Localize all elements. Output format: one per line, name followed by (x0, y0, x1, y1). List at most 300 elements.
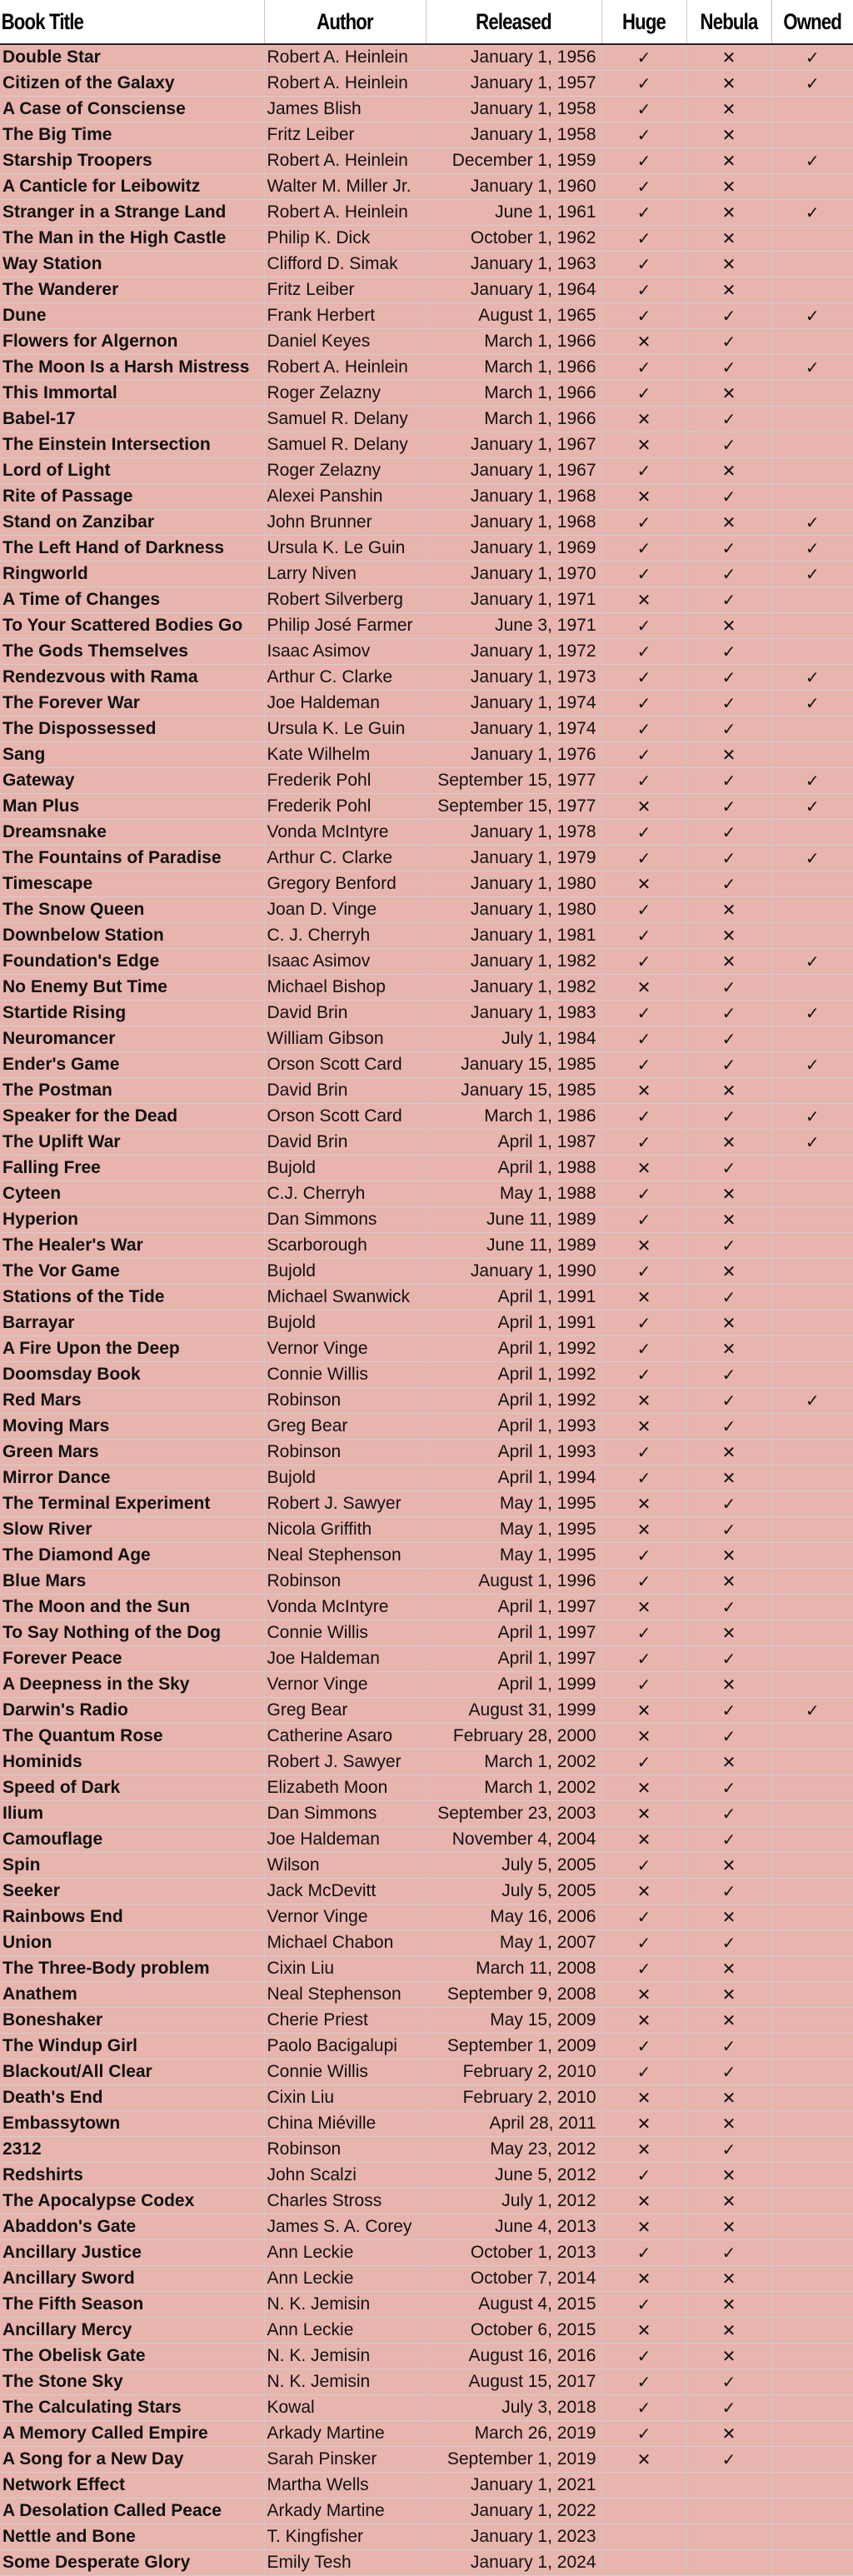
owned-mark-cell[interactable] (771, 329, 853, 355)
author-cell[interactable]: Neal Stephenson (264, 1543, 426, 1569)
owned-mark-cell[interactable] (771, 1491, 853, 1517)
hugo-mark-cell[interactable]: ✓ (601, 897, 686, 923)
nebula-mark-cell[interactable]: ✓ (686, 2447, 771, 2473)
nebula-mark-cell[interactable]: ✕ (686, 1956, 771, 1982)
hugo-mark-cell[interactable]: ✓ (601, 2059, 686, 2085)
hugo-mark-cell[interactable]: ✓ (601, 122, 686, 148)
table-row[interactable] (0, 1130, 853, 1156)
author-cell[interactable]: N. K. Jemisin (264, 2292, 426, 2318)
hugo-mark-cell[interactable]: ✓ (601, 1001, 686, 1026)
owned-mark-cell[interactable] (771, 2008, 853, 2034)
owned-mark-cell[interactable] (771, 2111, 853, 2137)
table-row[interactable] (0, 1156, 853, 1181)
author-cell[interactable]: Greg Bear (264, 1414, 426, 1440)
hugo-mark-cell[interactable] (601, 2473, 686, 2499)
table-row[interactable] (0, 484, 853, 510)
author-cell[interactable]: Joe Haldeman (264, 691, 426, 716)
hugo-mark-cell[interactable]: ✓ (601, 1930, 686, 1956)
released-date-cell[interactable]: January 1, 2022 (426, 2499, 601, 2524)
hugo-mark-cell[interactable]: ✓ (601, 2163, 686, 2189)
book-title-cell[interactable]: Some Desperate Glory (0, 2550, 264, 2576)
nebula-mark-cell[interactable]: ✕ (686, 97, 771, 122)
table-row[interactable] (0, 277, 853, 303)
author-cell[interactable]: Vonda McIntyre (264, 820, 426, 846)
book-title-cell[interactable]: The Snow Queen (0, 897, 264, 923)
owned-mark-cell[interactable] (771, 1905, 853, 1930)
owned-mark-cell[interactable] (771, 1672, 853, 1698)
table-row[interactable] (0, 1646, 853, 1672)
nebula-mark-cell[interactable]: ✕ (686, 226, 771, 252)
released-date-cell[interactable]: April 1, 1992 (426, 1362, 601, 1388)
nebula-mark-cell[interactable] (686, 2524, 771, 2550)
released-date-cell[interactable]: April 28, 2011 (426, 2111, 601, 2137)
nebula-mark-cell[interactable]: ✓ (686, 1724, 771, 1750)
table-row[interactable] (0, 1750, 853, 1775)
nebula-mark-cell[interactable]: ✕ (686, 510, 771, 536)
hugo-mark-cell[interactable]: ✕ (601, 1414, 686, 1440)
owned-mark-cell[interactable] (771, 1801, 853, 1827)
owned-mark-cell[interactable]: ✓ (771, 355, 853, 381)
book-title-cell[interactable]: Neuromancer (0, 1026, 264, 1052)
released-date-cell[interactable]: April 1, 1992 (426, 1388, 601, 1414)
book-title-cell[interactable]: Ancillary Mercy (0, 2318, 264, 2344)
owned-mark-cell[interactable] (771, 2163, 853, 2189)
table-row[interactable] (0, 2189, 853, 2214)
book-title-cell[interactable]: Ancillary Sword (0, 2266, 264, 2292)
owned-mark-cell[interactable]: ✓ (771, 1130, 853, 1156)
author-cell[interactable]: Emily Tesh (264, 2550, 426, 2576)
owned-mark-cell[interactable] (771, 1620, 853, 1646)
owned-mark-cell[interactable] (771, 1078, 853, 1104)
hugo-mark-cell[interactable]: ✕ (601, 871, 686, 897)
book-title-cell[interactable]: Rite of Passage (0, 484, 264, 510)
column-header-nebula[interactable]: Nebula (694, 0, 764, 44)
nebula-mark-cell[interactable]: ✓ (686, 1698, 771, 1724)
hugo-mark-cell[interactable]: ✓ (601, 1569, 686, 1595)
book-title-cell[interactable]: Double Star (0, 44, 264, 71)
released-date-cell[interactable]: January 1, 1990 (426, 1259, 601, 1285)
book-title-cell[interactable]: The Wanderer (0, 277, 264, 303)
table-row[interactable] (0, 716, 853, 742)
released-date-cell[interactable]: January 1, 2021 (426, 2473, 601, 2499)
book-title-cell[interactable]: The Forever War (0, 691, 264, 716)
author-cell[interactable]: Michael Swanwick (264, 1285, 426, 1310)
book-title-cell[interactable]: Falling Free (0, 1156, 264, 1181)
author-cell[interactable]: Martha Wells (264, 2473, 426, 2499)
released-date-cell[interactable]: April 1, 1997 (426, 1595, 601, 1620)
table-row[interactable] (0, 536, 853, 562)
nebula-mark-cell[interactable]: ✓ (686, 1775, 771, 1801)
author-cell[interactable]: Michael Chabon (264, 1930, 426, 1956)
hugo-mark-cell[interactable]: ✕ (601, 1879, 686, 1905)
owned-mark-cell[interactable] (771, 820, 853, 846)
nebula-mark-cell[interactable] (686, 2473, 771, 2499)
book-title-cell[interactable]: Ancillary Justice (0, 2240, 264, 2266)
hugo-mark-cell[interactable]: ✓ (601, 742, 686, 768)
owned-mark-cell[interactable] (771, 122, 853, 148)
hugo-mark-cell[interactable]: ✓ (601, 536, 686, 562)
book-title-cell[interactable]: The Big Time (0, 122, 264, 148)
author-cell[interactable]: Bujold (264, 1156, 426, 1181)
book-title-cell[interactable]: The Uplift War (0, 1130, 264, 1156)
nebula-mark-cell[interactable]: ✕ (686, 1543, 771, 1569)
released-date-cell[interactable]: March 11, 2008 (426, 1956, 601, 1982)
table-row[interactable] (0, 329, 853, 355)
author-cell[interactable]: C.J. Cherryh (264, 1181, 426, 1207)
owned-mark-cell[interactable]: ✓ (771, 510, 853, 536)
released-date-cell[interactable]: April 1, 1999 (426, 1672, 601, 1698)
author-cell[interactable]: Frederik Pohl (264, 794, 426, 820)
table-row[interactable] (0, 432, 853, 458)
hugo-mark-cell[interactable]: ✓ (601, 1362, 686, 1388)
author-cell[interactable]: Fritz Leiber (264, 122, 426, 148)
owned-mark-cell[interactable] (771, 2085, 853, 2111)
hugo-mark-cell[interactable]: ✓ (601, 665, 686, 691)
released-date-cell[interactable]: January 1, 1973 (426, 665, 601, 691)
book-title-cell[interactable]: The Healer's War (0, 1233, 264, 1259)
nebula-mark-cell[interactable]: ✕ (686, 2008, 771, 2034)
author-cell[interactable]: Robinson (264, 2137, 426, 2163)
book-title-cell[interactable]: A Fire Upon the Deep (0, 1336, 264, 1362)
released-date-cell[interactable]: March 1, 1966 (426, 407, 601, 432)
hugo-mark-cell[interactable]: ✓ (601, 949, 686, 975)
author-cell[interactable]: Philip José Farmer (264, 613, 426, 639)
book-title-cell[interactable]: The Quantum Rose (0, 1724, 264, 1750)
book-title-cell[interactable]: Ilium (0, 1801, 264, 1827)
book-title-cell[interactable]: Downbelow Station (0, 923, 264, 949)
book-title-cell[interactable]: Green Mars (0, 1440, 264, 1465)
author-cell[interactable]: N. K. Jemisin (264, 2369, 426, 2395)
table-row[interactable] (0, 510, 853, 536)
hugo-mark-cell[interactable]: ✓ (601, 1052, 686, 1078)
book-title-cell[interactable]: The Dispossessed (0, 716, 264, 742)
released-date-cell[interactable]: January 15, 1985 (426, 1078, 601, 1104)
released-date-cell[interactable]: April 1, 1997 (426, 1646, 601, 1672)
owned-mark-cell[interactable] (771, 2499, 853, 2524)
owned-mark-cell[interactable] (771, 2473, 853, 2499)
released-date-cell[interactable]: January 1, 1968 (426, 484, 601, 510)
nebula-mark-cell[interactable]: ✓ (686, 1104, 771, 1130)
released-date-cell[interactable]: May 16, 2006 (426, 1905, 601, 1930)
author-cell[interactable]: Arthur C. Clarke (264, 846, 426, 871)
owned-mark-cell[interactable] (771, 97, 853, 122)
table-row[interactable] (0, 1853, 853, 1879)
author-cell[interactable]: Robert Silverberg (264, 587, 426, 613)
table-row[interactable] (0, 2318, 853, 2344)
hugo-mark-cell[interactable]: ✓ (601, 148, 686, 174)
author-cell[interactable]: Sarah Pinsker (264, 2447, 426, 2473)
released-date-cell[interactable]: January 1, 1978 (426, 820, 601, 846)
owned-mark-cell[interactable] (771, 2266, 853, 2292)
nebula-mark-cell[interactable]: ✕ (686, 2189, 771, 2214)
released-date-cell[interactable]: January 1, 1958 (426, 97, 601, 122)
released-date-cell[interactable]: January 1, 1970 (426, 562, 601, 587)
table-row[interactable] (0, 1698, 853, 1724)
released-date-cell[interactable]: August 4, 2015 (426, 2292, 601, 2318)
released-date-cell[interactable]: May 23, 2012 (426, 2137, 601, 2163)
table-row[interactable] (0, 2163, 853, 2189)
table-row[interactable] (0, 1620, 853, 1646)
hugo-mark-cell[interactable]: ✕ (601, 1801, 686, 1827)
released-date-cell[interactable]: June 4, 2013 (426, 2214, 601, 2240)
author-cell[interactable]: Kate Wilhelm (264, 742, 426, 768)
author-cell[interactable]: Samuel R. Delany (264, 432, 426, 458)
hugo-mark-cell[interactable]: ✓ (601, 1207, 686, 1233)
book-title-cell[interactable]: To Say Nothing of the Dog (0, 1620, 264, 1646)
released-date-cell[interactable]: January 1, 2023 (426, 2524, 601, 2550)
hugo-mark-cell[interactable]: ✓ (601, 303, 686, 329)
hugo-mark-cell[interactable]: ✕ (601, 1491, 686, 1517)
nebula-mark-cell[interactable]: ✕ (686, 44, 771, 71)
author-cell[interactable]: Joe Haldeman (264, 1827, 426, 1853)
hugo-mark-cell[interactable]: ✓ (601, 2292, 686, 2318)
book-title-cell[interactable]: A Deepness in the Sky (0, 1672, 264, 1698)
table-row[interactable] (0, 1827, 853, 1853)
author-cell[interactable]: Nicola Griffith (264, 1517, 426, 1543)
hugo-mark-cell[interactable] (601, 2550, 686, 2576)
table-row[interactable] (0, 562, 853, 587)
owned-mark-cell[interactable] (771, 252, 853, 277)
book-title-cell[interactable]: Blue Mars (0, 1569, 264, 1595)
nebula-mark-cell[interactable]: ✕ (686, 1672, 771, 1698)
book-title-cell[interactable]: Forever Peace (0, 1646, 264, 1672)
book-title-cell[interactable]: Seeker (0, 1879, 264, 1905)
nebula-mark-cell[interactable]: ✕ (686, 148, 771, 174)
hugo-mark-cell[interactable]: ✓ (601, 252, 686, 277)
released-date-cell[interactable]: March 1, 2002 (426, 1750, 601, 1775)
released-date-cell[interactable]: January 1, 1982 (426, 975, 601, 1001)
book-title-cell[interactable]: Stations of the Tide (0, 1285, 264, 1310)
author-cell[interactable]: Cherie Priest (264, 2008, 426, 2034)
owned-mark-cell[interactable] (771, 1336, 853, 1362)
column-header-hugo[interactable]: Huge (609, 0, 679, 44)
table-row[interactable] (0, 2447, 853, 2473)
released-date-cell[interactable]: October 7, 2014 (426, 2266, 601, 2292)
owned-mark-cell[interactable] (771, 1259, 853, 1285)
nebula-mark-cell[interactable]: ✕ (686, 1130, 771, 1156)
hugo-mark-cell[interactable]: ✓ (601, 355, 686, 381)
author-cell[interactable]: Robinson (264, 1440, 426, 1465)
book-title-cell[interactable]: Barrayar (0, 1310, 264, 1336)
released-date-cell[interactable]: January 1, 1964 (426, 277, 601, 303)
table-row[interactable] (0, 2266, 853, 2292)
table-row[interactable] (0, 691, 853, 716)
table-row[interactable] (0, 2524, 853, 2550)
hugo-mark-cell[interactable]: ✓ (601, 1853, 686, 1879)
book-title-cell[interactable]: Stand on Zanzibar (0, 510, 264, 536)
released-date-cell[interactable]: November 4, 2004 (426, 1827, 601, 1853)
nebula-mark-cell[interactable]: ✓ (686, 716, 771, 742)
released-date-cell[interactable]: April 1, 1994 (426, 1465, 601, 1491)
owned-mark-cell[interactable] (771, 2369, 853, 2395)
released-date-cell[interactable]: October 6, 2015 (426, 2318, 601, 2344)
nebula-mark-cell[interactable]: ✓ (686, 407, 771, 432)
book-title-cell[interactable]: The Obelisk Gate (0, 2344, 264, 2369)
table-row[interactable] (0, 2085, 853, 2111)
released-date-cell[interactable]: June 1, 1961 (426, 200, 601, 226)
hugo-mark-cell[interactable]: ✕ (601, 2318, 686, 2344)
nebula-mark-cell[interactable]: ✓ (686, 794, 771, 820)
book-title-cell[interactable]: Redshirts (0, 2163, 264, 2189)
book-title-cell[interactable]: Moving Mars (0, 1414, 264, 1440)
released-date-cell[interactable]: January 1, 1981 (426, 923, 601, 949)
owned-mark-cell[interactable] (771, 2550, 853, 2576)
hugo-mark-cell[interactable]: ✓ (601, 2421, 686, 2447)
book-title-cell[interactable]: The Windup Girl (0, 2034, 264, 2059)
released-date-cell[interactable]: January 1, 1972 (426, 639, 601, 665)
owned-mark-cell[interactable] (771, 1930, 853, 1956)
table-row[interactable] (0, 1491, 853, 1517)
owned-mark-cell[interactable] (771, 1440, 853, 1465)
released-date-cell[interactable]: April 1, 1997 (426, 1620, 601, 1646)
owned-mark-cell[interactable] (771, 2292, 853, 2318)
owned-mark-cell[interactable]: ✓ (771, 148, 853, 174)
nebula-mark-cell[interactable]: ✓ (686, 1930, 771, 1956)
table-row[interactable] (0, 1982, 853, 2008)
released-date-cell[interactable]: July 3, 2018 (426, 2395, 601, 2421)
nebula-mark-cell[interactable]: ✓ (686, 587, 771, 613)
owned-mark-cell[interactable] (771, 1517, 853, 1543)
author-cell[interactable]: Bujold (264, 1310, 426, 1336)
owned-mark-cell[interactable] (771, 1956, 853, 1982)
table-row[interactable] (0, 768, 853, 794)
hugo-mark-cell[interactable]: ✓ (601, 200, 686, 226)
nebula-mark-cell[interactable]: ✕ (686, 381, 771, 407)
table-row[interactable] (0, 407, 853, 432)
owned-mark-cell[interactable] (771, 2214, 853, 2240)
released-date-cell[interactable]: January 1, 1982 (426, 949, 601, 975)
nebula-mark-cell[interactable]: ✓ (686, 1491, 771, 1517)
owned-mark-cell[interactable] (771, 871, 853, 897)
nebula-mark-cell[interactable]: ✓ (686, 1362, 771, 1388)
released-date-cell[interactable]: June 11, 1989 (426, 1207, 601, 1233)
released-date-cell[interactable]: December 1, 1959 (426, 148, 601, 174)
author-cell[interactable]: Ann Leckie (264, 2240, 426, 2266)
hugo-mark-cell[interactable]: ✕ (601, 2137, 686, 2163)
hugo-mark-cell[interactable]: ✕ (601, 1285, 686, 1310)
book-title-cell[interactable]: Slow River (0, 1517, 264, 1543)
released-date-cell[interactable]: March 1, 1966 (426, 329, 601, 355)
author-cell[interactable]: Robinson (264, 1569, 426, 1595)
hugo-mark-cell[interactable]: ✓ (601, 510, 686, 536)
author-cell[interactable]: Philip K. Dick (264, 226, 426, 252)
book-title-cell[interactable]: Mirror Dance (0, 1465, 264, 1491)
table-row[interactable] (0, 2292, 853, 2318)
nebula-mark-cell[interactable]: ✕ (686, 2111, 771, 2137)
nebula-mark-cell[interactable]: ✕ (686, 1905, 771, 1930)
table-row[interactable] (0, 871, 853, 897)
table-row[interactable] (0, 122, 853, 148)
hugo-mark-cell[interactable]: ✓ (601, 2344, 686, 2369)
table-row[interactable] (0, 355, 853, 381)
hugo-mark-cell[interactable]: ✓ (601, 716, 686, 742)
book-title-cell[interactable]: Ender's Game (0, 1052, 264, 1078)
table-row[interactable] (0, 174, 853, 200)
table-row[interactable] (0, 1801, 853, 1827)
hugo-mark-cell[interactable]: ✓ (601, 174, 686, 200)
table-row[interactable] (0, 458, 853, 484)
table-row[interactable] (0, 587, 853, 613)
author-cell[interactable]: Isaac Asimov (264, 639, 426, 665)
table-row[interactable] (0, 639, 853, 665)
book-title-cell[interactable]: The Man in the High Castle (0, 226, 264, 252)
hugo-mark-cell[interactable]: ✕ (601, 1698, 686, 1724)
nebula-mark-cell[interactable]: ✕ (686, 1750, 771, 1775)
author-cell[interactable]: Bujold (264, 1465, 426, 1491)
owned-mark-cell[interactable] (771, 1414, 853, 1440)
nebula-mark-cell[interactable]: ✓ (686, 562, 771, 587)
book-title-cell[interactable]: Man Plus (0, 794, 264, 820)
nebula-mark-cell[interactable]: ✕ (686, 1181, 771, 1207)
book-title-cell[interactable]: Nettle and Bone (0, 2524, 264, 2550)
nebula-mark-cell[interactable]: ✕ (686, 2421, 771, 2447)
owned-mark-cell[interactable]: ✓ (771, 768, 853, 794)
book-title-cell[interactable]: Startide Rising (0, 1001, 264, 1026)
nebula-mark-cell[interactable]: ✕ (686, 1259, 771, 1285)
nebula-mark-cell[interactable]: ✕ (686, 2214, 771, 2240)
nebula-mark-cell[interactable]: ✕ (686, 277, 771, 303)
book-title-cell[interactable]: Union (0, 1930, 264, 1956)
book-title-cell[interactable]: Ringworld (0, 562, 264, 587)
table-row[interactable] (0, 2473, 853, 2499)
author-cell[interactable]: Fritz Leiber (264, 277, 426, 303)
table-row[interactable] (0, 613, 853, 639)
author-cell[interactable]: David Brin (264, 1001, 426, 1026)
hugo-mark-cell[interactable] (601, 2524, 686, 2550)
author-cell[interactable]: Isaac Asimov (264, 949, 426, 975)
hugo-mark-cell[interactable]: ✓ (601, 2369, 686, 2395)
owned-mark-cell[interactable]: ✓ (771, 303, 853, 329)
author-cell[interactable]: Robinson (264, 1388, 426, 1414)
hugo-mark-cell[interactable]: ✓ (601, 2395, 686, 2421)
owned-mark-cell[interactable] (771, 381, 853, 407)
table-row[interactable] (0, 1207, 853, 1233)
book-title-cell[interactable]: Dreamsnake (0, 820, 264, 846)
book-title-cell[interactable]: The Apocalypse Codex (0, 2189, 264, 2214)
hugo-mark-cell[interactable]: ✕ (601, 432, 686, 458)
nebula-mark-cell[interactable]: ✓ (686, 975, 771, 1001)
nebula-mark-cell[interactable]: ✕ (686, 1620, 771, 1646)
owned-mark-cell[interactable] (771, 613, 853, 639)
hugo-mark-cell[interactable]: ✕ (601, 975, 686, 1001)
table-row[interactable] (0, 1259, 853, 1285)
released-date-cell[interactable]: June 5, 2012 (426, 2163, 601, 2189)
nebula-mark-cell[interactable]: ✕ (686, 1853, 771, 1879)
author-cell[interactable]: Larry Niven (264, 562, 426, 587)
hugo-mark-cell[interactable] (601, 2499, 686, 2524)
table-row[interactable] (0, 2369, 853, 2395)
table-row[interactable] (0, 2550, 853, 2576)
author-cell[interactable]: Elizabeth Moon (264, 1775, 426, 1801)
column-header-book-title[interactable]: Book Title (0, 0, 217, 44)
nebula-mark-cell[interactable]: ✕ (686, 742, 771, 768)
book-title-cell[interactable]: Hyperion (0, 1207, 264, 1233)
owned-mark-cell[interactable] (771, 897, 853, 923)
nebula-mark-cell[interactable] (686, 2499, 771, 2524)
released-date-cell[interactable]: August 16, 2016 (426, 2344, 601, 2369)
nebula-mark-cell[interactable]: ✓ (686, 432, 771, 458)
owned-mark-cell[interactable]: ✓ (771, 691, 853, 716)
author-cell[interactable]: Greg Bear (264, 1698, 426, 1724)
author-cell[interactable]: Ann Leckie (264, 2318, 426, 2344)
nebula-mark-cell[interactable]: ✕ (686, 71, 771, 97)
author-cell[interactable]: Ann Leckie (264, 2266, 426, 2292)
released-date-cell[interactable]: March 26, 2019 (426, 2421, 601, 2447)
author-cell[interactable]: Daniel Keyes (264, 329, 426, 355)
nebula-mark-cell[interactable]: ✓ (686, 1026, 771, 1052)
released-date-cell[interactable]: September 15, 1977 (426, 794, 601, 820)
author-cell[interactable]: Paolo Bacigalupi (264, 2034, 426, 2059)
